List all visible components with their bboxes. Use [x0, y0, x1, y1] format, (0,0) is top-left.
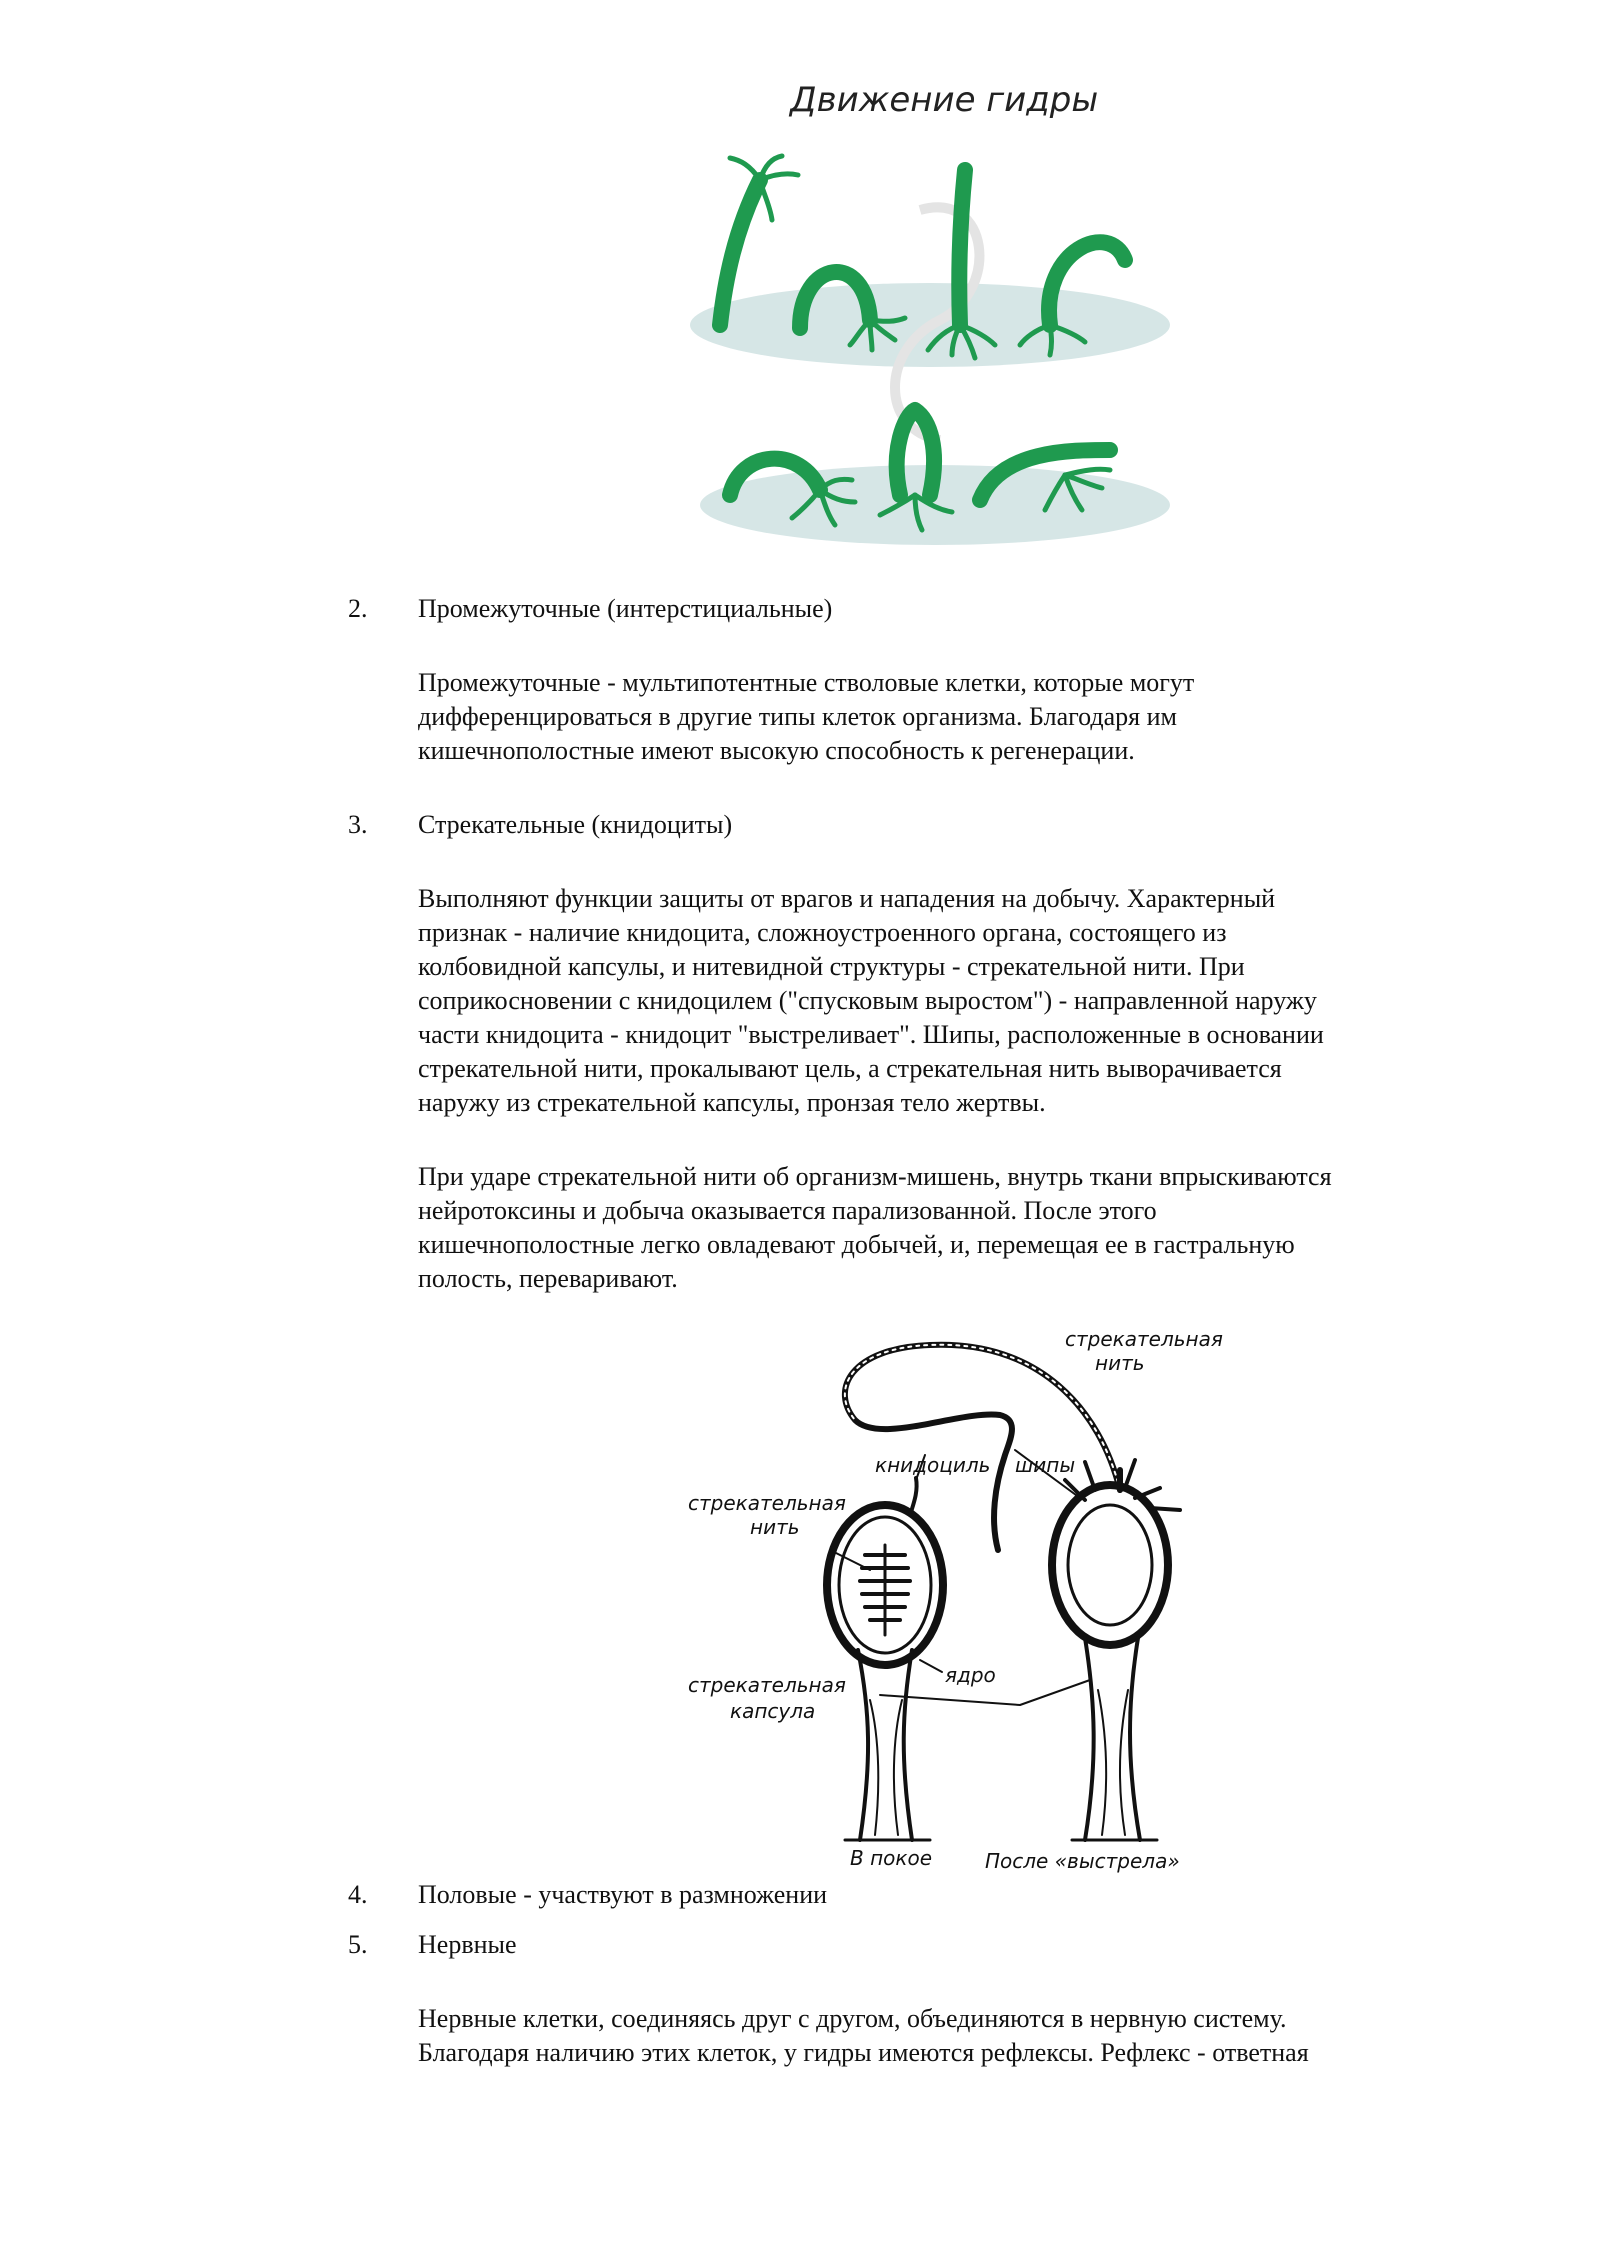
- label-cnidocil: книдоциль: [875, 1453, 991, 1477]
- text-line: признак - наличие книдоцита, сложноустроенного органа, состоящего из: [418, 918, 1227, 947]
- list-number: 3.: [348, 810, 368, 839]
- text-line: соприкосновении с книдоцилем ("спусковым выростом") - направленной наружу: [418, 986, 1317, 1015]
- pointer-nucleus: [920, 1660, 942, 1672]
- list-number: 5.: [348, 1930, 368, 1959]
- list-label: Стрекательные (книдоциты): [418, 810, 733, 839]
- text-line: кишечнополостные имеют высокую способность к регенерации.: [418, 736, 1135, 765]
- label-thread-left-2: нить: [750, 1515, 800, 1539]
- text-line: нейротоксины и добыча оказывается парализованной. После этого: [418, 1196, 1157, 1225]
- list-label: Половые - участвуют в размножении: [418, 1880, 828, 1909]
- text-line: дифференцироваться в другие типы клеток организма. Благодаря им: [418, 702, 1177, 731]
- paragraph-nerve: [418, 2002, 1468, 2070]
- label-thread-top-2: нить: [1095, 1351, 1145, 1375]
- label-capsule-2: капсула: [730, 1699, 816, 1723]
- cell-after-fire: [1052, 1460, 1180, 1840]
- text-line: полость, переваривают.: [418, 1264, 678, 1293]
- list-label: Промежуточные (интерстициальные): [418, 594, 833, 623]
- text-line: наружу из стрекательной капсулы, пронзая тело жертвы.: [418, 1088, 1046, 1117]
- text-line: Благодаря наличию этих клеток, у гидры имеются рефлексы. Рефлекс - ответная: [418, 2038, 1309, 2067]
- paragraph-cnidocytes-1: [418, 882, 1468, 1120]
- text-line: Нервные клетки, соединяясь друг с другом, объединяются в нервную систему.: [418, 2004, 1287, 2033]
- list-label: Нервные: [418, 1930, 517, 1959]
- text-line: колбовидной капсулы, и нитевидной структуры - стрекательной нити. При: [418, 952, 1245, 981]
- label-spines: шипы: [1015, 1453, 1076, 1477]
- label-nucleus: ядро: [945, 1663, 996, 1687]
- list-number: 2.: [348, 594, 368, 623]
- label-thread-left-1: стрекательная: [688, 1491, 846, 1515]
- text-line: части книдоцита - книдоцит "выстреливает". Шипы, расположенные в основании: [418, 1020, 1324, 1049]
- text-line: кишечнополостные легко овладевают добычей, и, перемещая ее в гастральную: [418, 1230, 1295, 1259]
- label-capsule-1: стрекательная: [688, 1673, 846, 1697]
- paragraph-cnidocytes-2: [418, 1160, 1468, 1296]
- figure-title: Движение гидры: [790, 80, 1099, 120]
- paragraph-interstitial: [418, 666, 1468, 768]
- text-line: стрекательной нити, прокалывают цель, а стрекательная нить выворачивается: [418, 1054, 1282, 1083]
- label-after-fire: После «выстрела»: [985, 1849, 1180, 1873]
- cell-at-rest: [827, 1478, 943, 1840]
- text-line: При ударе стрекательной нити об организм-мишень, внутрь ткани впрыскиваются: [418, 1162, 1332, 1191]
- label-thread-top-1: стрекательная: [1065, 1327, 1223, 1351]
- hydra-movement-illustration: [690, 150, 1190, 570]
- label-at-rest: В покое: [850, 1846, 933, 1870]
- cnidocil: [910, 1478, 917, 1515]
- pointer-thread-left: [830, 1550, 870, 1570]
- cnidocyte-diagram: [680, 1320, 1240, 1880]
- text-line: Промежуточные - мультипотентные стволовые клетки, которые могут: [418, 668, 1195, 697]
- list-number: 4.: [348, 1880, 368, 1909]
- discharged-thread: [845, 1345, 1120, 1550]
- text-line: Выполняют функции защиты от врагов и нападения на добычу. Характерный: [418, 884, 1276, 913]
